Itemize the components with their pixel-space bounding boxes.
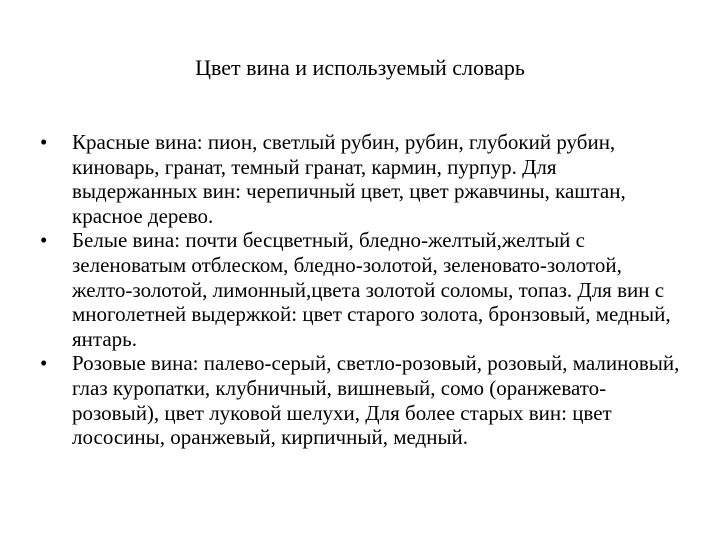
bullet-text: Красные вина: пион, светлый рубин, рубин, глубокий рубин, киноварь, гранат, темный гранат, кармин, пурпур. Для выдержанных вин: черепичный цвет, цвет ржавчины, каштан, красное дерево. [72,130,626,228]
bullet-list [40,130,680,450]
slide-title: Цвет вина и используемый словарь [195,55,525,80]
bullet-marker: • [40,351,48,376]
bullet-item-white-wines [40,228,680,351]
bullet-marker: • [40,130,48,154]
bullet-text: Белые вина: почти бесцветный, бледно-желтый,желтый с зеленоватым отблеском, бледно-золотой, зеленовато-золотой, желто-золотой, лимонный,цвета золотой соломы, топаз. Для вин с многолетней выдержкой: цвет старого золота, бронзовый, медный, янтарь. [72,228,671,351]
bullet-item-rose-wines [40,351,680,449]
bullet-marker: • [40,228,48,253]
bullet-text: Розовые вина: палево-серый, светло-розовый, розовый, малиновый, глаз куропатки, клубничный, вишневый, сомо (оранжевато-розовый), цвет луковой шелухи, Для более старых вин: цвет лососины, оранжевый, кирпичный, медный. [72,351,680,450]
bullet-item-red-wines [40,130,680,228]
